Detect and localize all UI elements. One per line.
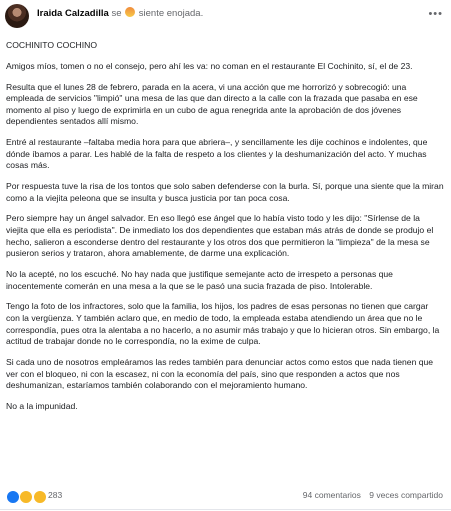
post-paragraph: Tengo la foto de los infractores, solo que la familia, los hijos, los padres de esas personas no tienen que cargar con la vergüenza. Y también aclaro que, en medio de todo, la empleada estaba atendiendo un área que no le correspondía, pues otra la alentaba a no hacerlo, a no asumir más trabajo y que lo hicieran otros. Sin embargo, la actitud de trabajar donde no le correspondía, no la exime de culpa. <box>6 301 440 347</box>
haha-reaction-icon <box>19 490 33 504</box>
post-paragraph: Por respuesta tuve la risa de los tontos que solo saben defenderse con la burla. Sí, porque una siente que la miran como a la viejita peleona que se insulta y busca justicia por tan poca cosa. <box>6 181 444 203</box>
author-line <box>37 7 203 19</box>
post-paragraph: Pero siempre hay un ángel salvador. En eso llegó ese ángel que lo había visto todo y les dijo: "Sírlense de la viejita que ella es periodista". De inmediato los dos dependientes que estaban más atrás de donde se produjo el hecho, salieron a esconderse dentro del restaurante y los otros dos que permitieron la "limpieza" de la mesa se pusieron serios y trataron, ahora amablemente, de darme una explicación. <box>6 213 434 259</box>
angry-face-icon <box>125 7 135 17</box>
post-header <box>5 4 443 32</box>
author-name[interactable]: Iraida Calzadilla <box>37 8 109 19</box>
wow-reaction-icon <box>33 490 47 504</box>
post-paragraph: No a la impunidad. <box>6 400 78 411</box>
divider <box>0 509 451 510</box>
post-paragraph: Entré al restaurante –faltaba media hora para que abriera–, y sencillamente les dije cochinos e indolentes, que dónde íbamos a parar. Les hablé de la falta de respeto a los clientes y la deshumanización del acto. Y muchas cosas más. <box>6 137 428 171</box>
post-paragraph: Si cada uno de nosotros empleáramos las redes también para denunciar actos como estos que nada tienen que ver con el bloqueo, ni con la escasez, ni con la economía del país, sino que responden a actos que nos deshumanizan, estaríamos también colaborando con el mejoramiento humano. <box>6 356 434 391</box>
post-footer <box>6 489 443 505</box>
more-options-icon[interactable]: ••• <box>428 8 443 20</box>
like-reaction-icon <box>6 490 20 504</box>
feeling-prefix: se <box>111 8 122 19</box>
comments-count[interactable]: 94 comentarios <box>302 490 361 500</box>
reaction-icons[interactable] <box>6 490 44 504</box>
post-paragraph: Resulta que el lunes 28 de febrero, parada en la acera, vi una acción que me horrorizó y sobrecogió: una empleada de servicios "limpió" una mesa de las que dan directo a la calle con la frazada que pasaba en ese momento al piso y luego de exprimirla en un cubo de agua renegrida ante la aprobación de dos jóvenes dependientes sentados allí mismo. <box>6 81 418 127</box>
post-paragraph: Amigos míos, tomen o no el consejo, pero ahí les va: no coman en el restaurante El Cochinito, sí, el de 23. <box>6 60 413 71</box>
reaction-count[interactable]: 283 <box>48 490 63 500</box>
post-paragraph: No la acepté, no los escuché. No hay nada que justifique semejante acto de irrespeto a personas que inocentemente comerán en una mesa a la que se le pasó una sucia frazada de piso. Intolerable. <box>6 269 393 291</box>
shares-count[interactable]: 9 veces compartido <box>369 490 443 500</box>
engagement-counts <box>297 490 443 500</box>
feeling-text: siente enojada. <box>138 8 204 19</box>
post-body <box>6 40 444 422</box>
post-title: COCHINITO COCHINO <box>6 40 98 50</box>
author-avatar[interactable] <box>5 4 29 28</box>
